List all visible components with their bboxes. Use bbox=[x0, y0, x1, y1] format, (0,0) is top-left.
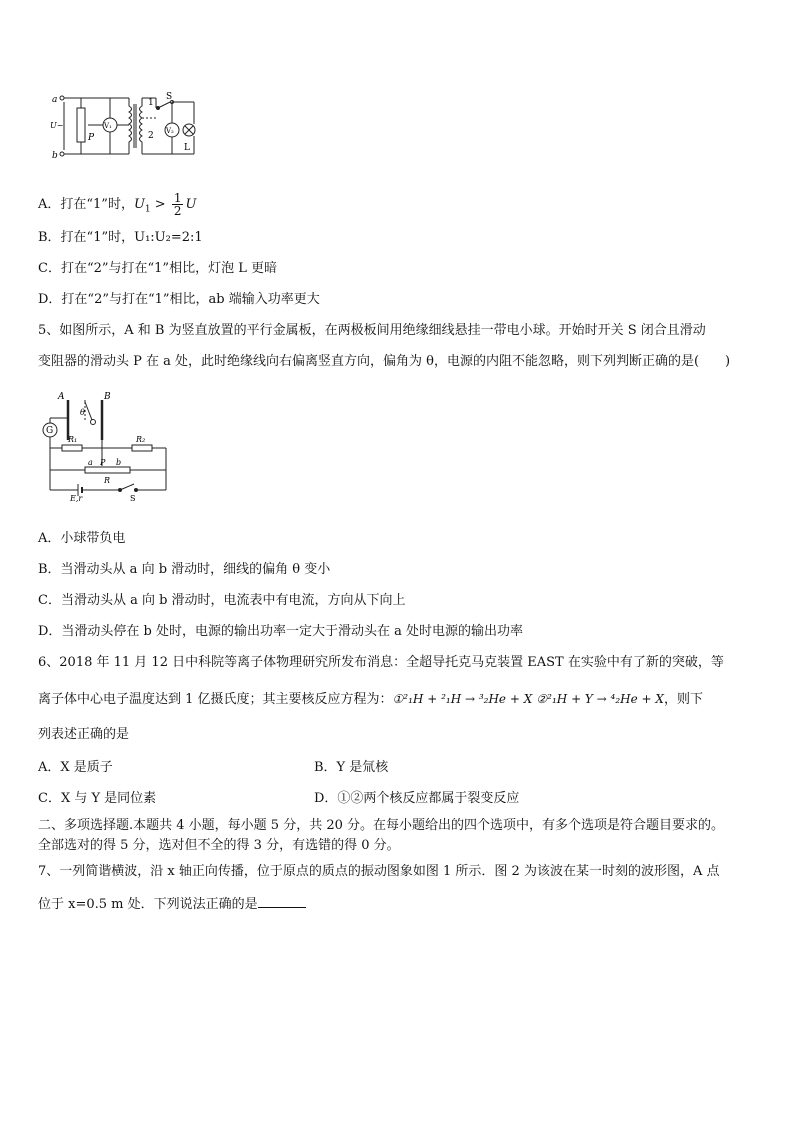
q4-option-a-sub: 1 bbox=[144, 204, 151, 215]
q4-option-a-fraction bbox=[172, 192, 184, 217]
switch-s-label: S bbox=[166, 92, 173, 102]
q6-option-c: C．X 与 Y 是同位素 bbox=[38, 791, 157, 806]
plate-b-label: B bbox=[104, 392, 111, 402]
transformer-circuit-figure bbox=[44, 88, 204, 164]
q7-stem-line2 bbox=[38, 895, 306, 913]
q5-option-d: D．当滑动头停在 b 处时，电源的输出功率一定大于滑动头在 a 处时电源的输出功率 bbox=[38, 624, 524, 639]
q5-option-b: B．当滑动头从 a 向 b 滑动时，细线的偏角 θ 变小 bbox=[38, 562, 331, 577]
resistor-r1-label: R₁ bbox=[68, 435, 78, 444]
transformer-circuit-diagram bbox=[44, 88, 204, 164]
voltmeter-v2-label: V₂ bbox=[166, 127, 174, 135]
q4-option-a-u: U bbox=[185, 197, 197, 212]
voltage-u-label: U~ bbox=[50, 121, 64, 130]
q4-option-a-u1: U bbox=[133, 197, 145, 212]
parallel-plate-circuit-figure bbox=[40, 390, 175, 502]
q6-stem-line3: 列表述正确的是 bbox=[38, 727, 130, 742]
terminal-a-label: a bbox=[52, 95, 58, 105]
q7-stem-line1: 7、一列简谐横波，沿 x 轴正向传播，位于原点的质点的振动图象如图 1 所示．图 2 为该波在某一时刻的波形图，A 点 bbox=[38, 864, 720, 879]
plate-a-label: A bbox=[58, 392, 65, 402]
rheostat-a-label: a bbox=[88, 458, 93, 467]
resistor-r2-label: R₂ bbox=[136, 435, 146, 444]
parallel-plate-circuit-diagram bbox=[40, 390, 175, 502]
q4-option-a-prefix: A．打在“1”时， bbox=[38, 197, 134, 212]
q6-stem-line2-suffix: ，则下 bbox=[663, 692, 703, 707]
q4-option-d: D．打在“2”与打在“1”相比，ab 端输入功率更大 bbox=[38, 292, 320, 307]
q5-option-a: A．小球带负电 bbox=[38, 531, 126, 546]
q6-option-a: A．X 是质子 bbox=[38, 760, 113, 775]
contact-2-label: 2 bbox=[148, 131, 154, 141]
rheostat-b-label: b bbox=[116, 458, 122, 467]
switch-s2-label: S bbox=[130, 494, 136, 502]
rheostat-p-label: P bbox=[100, 458, 106, 467]
q5-option-c: C．当滑动头从 a 向 b 滑动时，电流表中有电流，方向从下向上 bbox=[38, 593, 406, 608]
section2-instructions-line1: 二、多项选择题.本题共 4 小题，每小题 5 分，共 20 分。在每小题给出的四个选项中，有多个选项是符合题目要求的。 bbox=[38, 818, 725, 833]
q4-option-c: C．打在“2”与打在“1”相比，灯泡 L 更暗 bbox=[38, 261, 277, 276]
terminal-b-label: b bbox=[52, 151, 58, 161]
q6-equation-1: ①²₁H + ²₁H → ³₂He + X bbox=[392, 692, 533, 706]
contact-1-label: 1 bbox=[148, 98, 154, 108]
lamp-l-label: L bbox=[184, 143, 190, 153]
q6-equation-2: ②²₁H + Y → ⁴₂He + X bbox=[536, 692, 664, 706]
q4-option-a bbox=[38, 192, 196, 218]
q6-stem-line1: 6、2018 年 11 月 12 日中科院等离子体物理研究所发布消息：全超导托克马克装置 EAST 在实验中有了新的突破，等 bbox=[38, 655, 724, 670]
angle-theta-label: θ bbox=[80, 408, 85, 417]
q6-stem-line2 bbox=[38, 691, 703, 708]
section2-instructions-line2: 全部选对的得 5 分，选对但不全的得 3 分，有选错的得 0 分。 bbox=[38, 838, 400, 853]
slider-p-label: P bbox=[88, 133, 95, 143]
q5-stem-line2: 变阻器的滑动头 P 在 a 处，此时绝缘线向右偏离竖直方向，偏角为 θ，电源的内阻不能忽略，则下列判断正确的是( ) bbox=[38, 354, 731, 369]
battery-label: E,r bbox=[70, 494, 83, 502]
q5-stem-line1: 5、如图所示，A 和 B 为竖直放置的平行金属板，在两极板间用绝缘细线悬挂一带电小球。开始时开关 S 闭合且滑动 bbox=[38, 323, 706, 338]
q6-stem-line2-prefix: 离子体中心电子温度达到 1 亿摄氏度；其主要核反应方程为： bbox=[38, 692, 393, 707]
q4-option-a-gt: > bbox=[150, 197, 170, 212]
q4-option-a-den: 2 bbox=[173, 204, 182, 218]
galvanometer-g-label: G bbox=[46, 426, 54, 436]
q6-option-d: D．①②两个核反应都属于裂变反应 bbox=[314, 791, 520, 806]
q6-option-b: B．Y 是氚核 bbox=[314, 760, 389, 775]
q7-answer-blank[interactable] bbox=[258, 895, 306, 908]
voltmeter-v1-label: V₁ bbox=[104, 122, 112, 130]
q4-option-a-num: 1 bbox=[173, 191, 182, 205]
q7-stem-line2-text: 位于 x=0.5 m 处．下列说法正确的是 bbox=[38, 897, 258, 912]
q4-option-b: B．打在“1”时，U₁:U₂=2:1 bbox=[38, 230, 203, 245]
rheostat-r-label: R bbox=[104, 476, 111, 485]
